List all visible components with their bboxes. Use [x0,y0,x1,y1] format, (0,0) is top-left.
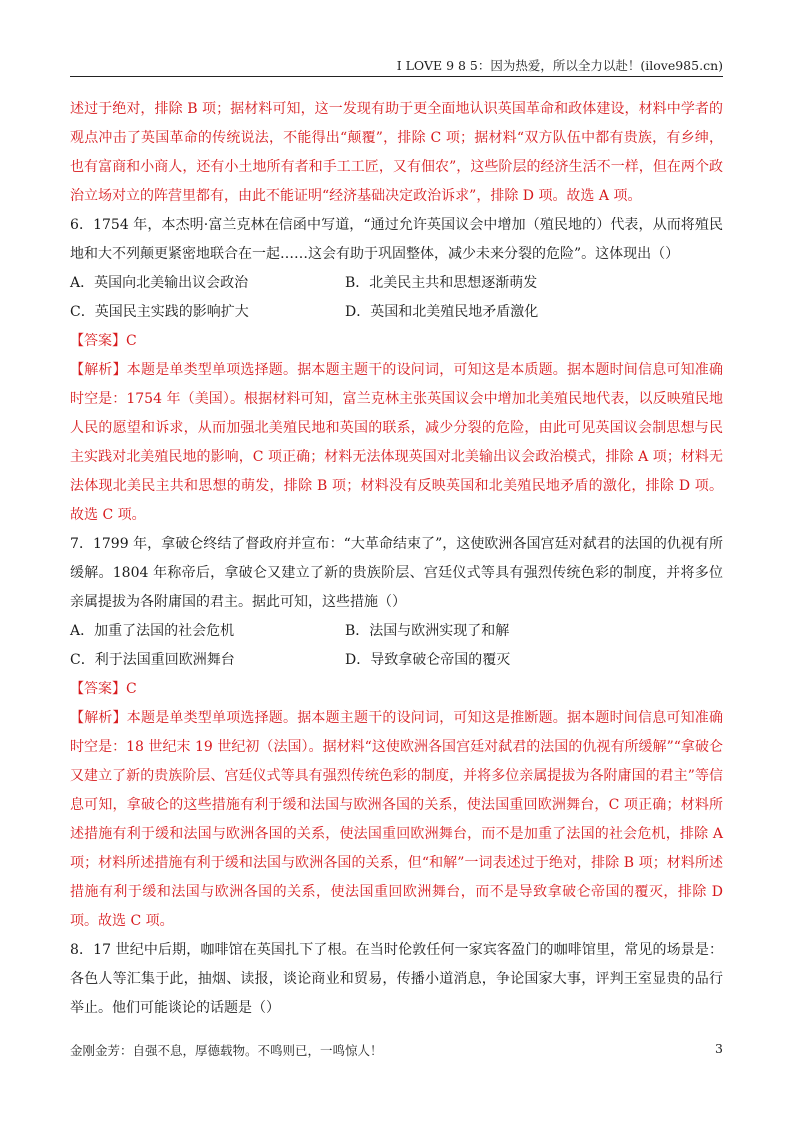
page-footer [70,1041,723,1059]
question-7-stem: 7．1799 年，拿破仑终结了督政府并宣布：“大革命结束了”，这使欧洲各国宫廷对弑君的法国的仇视有所缓解。1804 年称帝后，拿破仑又建立了新的贵族阶层、宫廷仪式等具有强烈传统色彩的制度，并将多位亲属提拔为各附庸国的君主。据此可知，这些措施（） [70,536,723,610]
question-7-answer: 【答案】C [70,681,137,697]
page-header [70,50,723,77]
question-7-option-d: D．导致拿破仑帝国的覆灭 [345,652,511,668]
footer-motto: 金刚金芳：自强不息，厚德载物。不鸣则已，一鸣惊人！ [70,1043,383,1058]
header-text: I LOVE 9 8 5：因为热爱，所以全力以赴！(ilove985.cn) [396,58,723,73]
question-7-option-c: C．利于法国重回欧洲舞台 [70,652,235,668]
question-6-options-row-1 [70,269,723,298]
question-6-option-d: D．英国和北美殖民地矛盾激化 [345,304,539,320]
question-7-option-a: A．加重了法国的社会危机 [70,623,235,639]
question-7-option-b: B．法国与欧洲实现了和解 [345,623,510,639]
page-content [70,95,723,1023]
question-6-option-b: B．北美民主共和思想逐渐萌发 [345,275,538,291]
question-7-analysis: 【解析】本题是单类型单项选择题。据本题主题干的设问词，可知这是推断题。据本题时间信息可知准确时空是：18 世纪末 19 世纪初（法国）。据材料“这使欧洲各国宫廷对弑君的法国的仇视有所缓解”“拿破仑又建立了新的贵族阶层、宫廷仪式等具有强烈传统色彩的制度，并将多位亲属提拔为各附庸国的君主”等信息可知，拿破仑的这些措施有利于缓和法国与欧洲各国的关系，使法国重回欧洲舞台，C 项正确；材料所述措施有利于缓和法国与欧洲各国的关系，使法国重回欧洲舞台，而不是加重了法国的社会危机，排除 A 项；材料所述措施有利于缓和法国与欧洲各国的关系，但“和解”一词表述过于绝对，排除 B 项；材料所述措施有利于缓和法国与欧洲各国的关系，使法国重回欧洲舞台，而不是导致拿破仑帝国的覆灭，排除 D 项。故选 C 项。 [70,710,723,929]
question-8-stem: 8．17 世纪中后期，咖啡馆在英国扎下了根。在当时伦敦任何一家宾客盈门的咖啡馆里，常见的场景是：各色人等汇集于此，抽烟、读报，谈论商业和贸易，传播小道消息，争论国家大事，评判王室显贵的品行举止。他们可能谈论的话题是（） [70,942,723,1016]
question-6-answer: 【答案】C [70,333,137,349]
previous-analysis-continuation: 述过于绝对，排除 B 项；据材料可知，这一发现有助于更全面地认识英国革命和政体建设，材料中学者的观点冲击了英国革命的传统说法，不能得出“颠覆”，排除 C 项；据材料“双方队伍中都有贵族，有乡绅，也有富商和小商人，还有小土地所有者和手工工匠，又有佃农”，这些阶层的经济生活不一样，但在两个政治立场对立的阵营里都有，由此不能证明“经济基础决定政治诉求”，排除 D 项。故选 A 项。 [70,101,723,204]
question-6-options-row-2 [70,298,723,327]
question-6-analysis: 【解析】本题是单类型单项选择题。据本题主题干的设问词，可知这是本质题。据本题时间信息可知准确时空是：1754 年（美国）。根据材料可知，富兰克林主张英国议会中增加北美殖民地代表，以反映殖民地人民的愿望和诉求，从而加强北美殖民地和英国的联系，减少分裂的危险，由此可见英国议会制思想与民主实践对北美殖民地的影响，C 项正确；材料无法体现英国对北美输出议会政治模式，排除 A 项；材料无法体现北美民主共和思想的萌发，排除 B 项；材料没有反映英国和北美殖民地矛盾的激化，排除 D 项。故选 C 项。 [70,362,723,523]
question-6-stem: 6．1754 年，本杰明·富兰克林在信函中写道，“通过允许英国议会中增加（殖民地的）代表，从而将殖民地和大不列颠更紧密地联合在一起……这会有助于巩固整体，减少未来分裂的危险”。这体现出（） [70,217,723,262]
question-6-option-c: C．英国民主实践的影响扩大 [70,304,249,320]
question-6-option-a: A．英国向北美输出议会政治 [70,275,249,291]
question-7-options-row-1 [70,617,723,646]
question-7-options-row-2 [70,646,723,675]
page-number: 3 [715,1041,723,1056]
